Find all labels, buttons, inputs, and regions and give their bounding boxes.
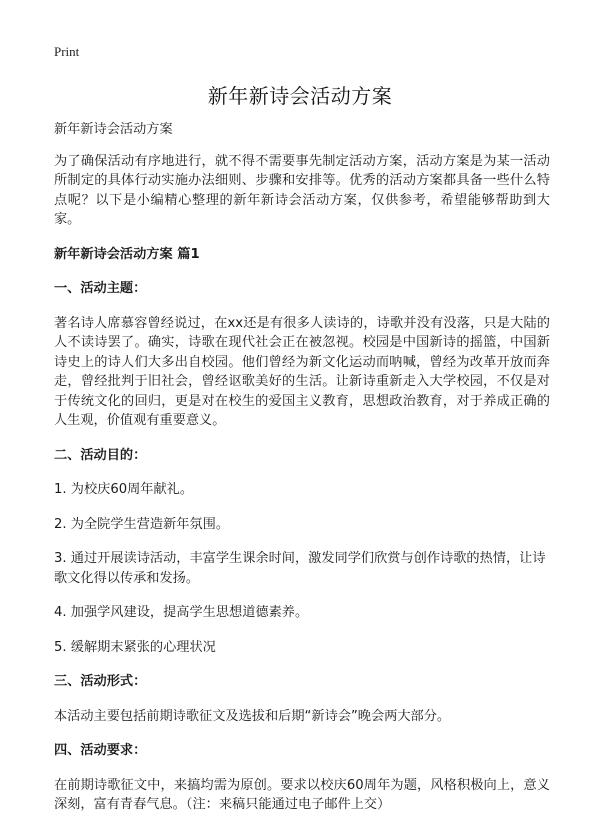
list-item: 2. 为全院学生营造新年氛围。 bbox=[54, 516, 230, 532]
theme-paragraph: 著名诗人席慕容曾经说过，在xx还是有很多人读诗的，诗歌并没有没落，只是大陆的人不读诗罢了。确实，诗歌在现代社会正在被忽视。校园是中国新诗的摇篮，中国新诗史上的诗人们大多出自校园。他们曾经为新文化运动而呐喊，曾经为改革开放而奔走，曾经批判于旧社会，曾经讴歌美好的生活。让新诗重新走入大学校园，不仅是对于传统文化的回归，更是对在校生的爱国主义教育，思想政治教育，对于养成正确的人生观，价值观有重要意义。 bbox=[54, 315, 550, 428]
requirements-paragraph: 在前期诗歌征文中，来搞均需为原创。要求以校庆60周年为题，风格积极向上，意义深刻，富有青春气息。（注：来稿只能通过电子邮件上交） bbox=[54, 777, 550, 812]
document-title: 新年新诗会活动方案 bbox=[207, 84, 393, 108]
heading-requirements: 四、活动要求： bbox=[54, 743, 147, 758]
heading-theme: 一、活动主题： bbox=[54, 281, 147, 296]
list-item: 5. 缓解期末紧张的心理状况 bbox=[54, 639, 216, 655]
list-item: 3. 通过开展读诗活动，丰富学生课余时间，激发同学们欣赏与创作诗歌的热情，让诗歌文化得以传承和发扬。 bbox=[54, 551, 546, 586]
list-item: 1. 为校庆60周年献礼。 bbox=[54, 482, 194, 497]
intro-paragraph: 为了确保活动有序地进行，就不得不需要事先制定活动方案，活动方案是为某一活动所制定的具体行动实施办法细则、步骤和安排等。优秀的活动方案都具备一些什么特点呢？以下是小编精心整理的新年新诗会活动方案，仅供参考，希望能够帮助到大家。 bbox=[54, 153, 550, 227]
format-paragraph: 本活动主要包括前期诗歌征文及选拔和后期“新诗会”晚会两大部分。 bbox=[54, 708, 451, 724]
document-body bbox=[54, 120, 550, 830]
print-link[interactable]: Print bbox=[54, 44, 80, 59]
document-subtitle: 新年新诗会活动方案 bbox=[54, 122, 173, 137]
heading-purpose: 二、活动目的： bbox=[54, 447, 147, 463]
list-item: 4. 加强学风建设，提高学生思想道德素养。 bbox=[54, 605, 309, 620]
heading-format: 三、活动形式： bbox=[54, 674, 147, 689]
section-title: 新年新诗会活动方案 篇1 bbox=[54, 246, 200, 262]
